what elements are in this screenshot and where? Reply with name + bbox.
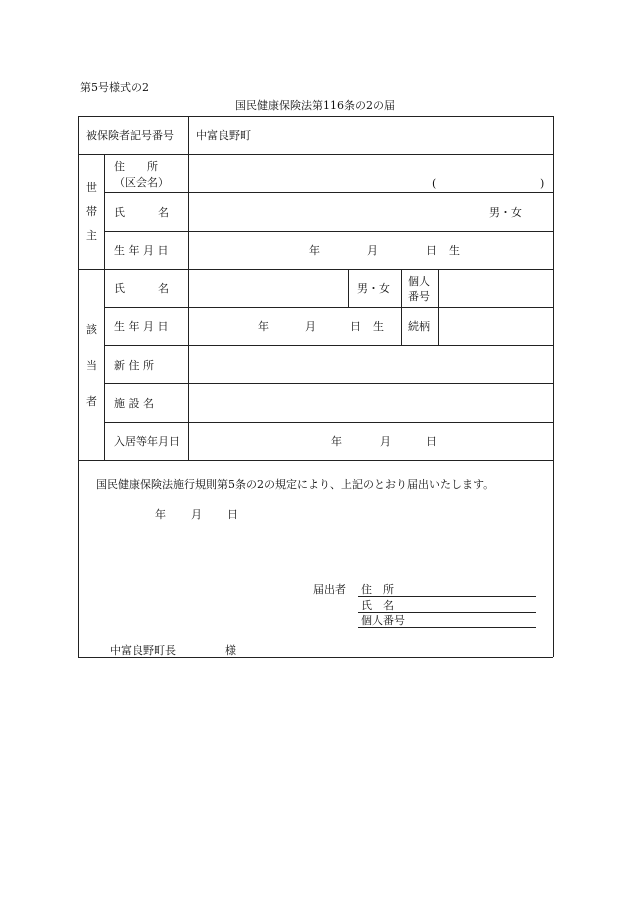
person-birth-day: 日 — [350, 320, 361, 333]
household-birth-day: 日 — [426, 244, 437, 257]
person-side-char-1: 該 — [86, 323, 97, 336]
person-birth-year: 年 — [258, 320, 269, 333]
form-title: 国民健康保険法第116条の2の届 — [235, 99, 395, 112]
district-paren-close: ) — [540, 177, 545, 190]
notifier-name-label: 氏 名 — [361, 599, 394, 612]
admission-month: 月 — [380, 435, 391, 448]
notifier-name-line — [358, 612, 536, 613]
household-side-char-2: 帯 — [86, 205, 97, 218]
notifier-id-label: 個人番号 — [361, 614, 405, 627]
person-gender: 男・女 — [357, 282, 390, 295]
household-gender: 男・女 — [489, 206, 522, 219]
admission-year: 年 — [331, 435, 342, 448]
household-side-char-3: 主 — [86, 229, 97, 242]
household-birth-year: 年 — [309, 244, 320, 257]
household-name-label: 氏 名 — [114, 206, 169, 219]
mayor-honorific: 様 — [225, 644, 236, 657]
household-side-char-1: 世 — [86, 181, 97, 194]
declaration-text: 国民健康保険法施行規則第5条の2の規定により、上記のとおり届出いたします。 — [96, 478, 495, 491]
notifier-label: 届出者 — [313, 583, 346, 596]
insured-number-label: 被保険者記号番号 — [86, 129, 174, 142]
household-birth-suffix: 生 — [449, 244, 460, 257]
person-side-char-3: 者 — [86, 395, 97, 408]
notifier-address-line — [358, 596, 536, 597]
notifier-id-line — [358, 627, 536, 628]
insured-number-value: 中富良野町 — [196, 129, 251, 142]
person-relation-label: 続柄 — [408, 320, 430, 333]
admission-date-label: 入居等年月日 — [114, 435, 180, 448]
form-number: 第5号様式の2 — [80, 81, 149, 94]
mayor-label: 中富良野町長 — [110, 644, 176, 657]
person-id-label-2: 番号 — [408, 290, 430, 303]
person-name-label: 氏 名 — [114, 282, 169, 295]
household-birth-month: 月 — [367, 244, 378, 257]
notifier-address-label: 住 所 — [361, 583, 394, 596]
person-id-label-1: 個人 — [408, 275, 430, 288]
admission-day: 日 — [426, 435, 437, 448]
person-birth-label: 生 年 月 日 — [114, 320, 169, 333]
household-birth-label: 生 年 月 日 — [114, 244, 169, 257]
new-address-label: 新 住 所 — [114, 359, 154, 372]
household-address-label: 住 所 — [114, 160, 158, 173]
declaration-year: 年 — [155, 508, 166, 521]
district-paren-open: ( — [432, 177, 437, 190]
person-birth-suffix: 生 — [373, 320, 384, 333]
declaration-month: 月 — [191, 508, 202, 521]
household-district-label: （区会名） — [114, 176, 169, 189]
declaration-day: 日 — [227, 508, 238, 521]
facility-label: 施 設 名 — [114, 397, 154, 410]
person-birth-month: 月 — [305, 320, 316, 333]
person-side-char-2: 当 — [86, 359, 97, 372]
